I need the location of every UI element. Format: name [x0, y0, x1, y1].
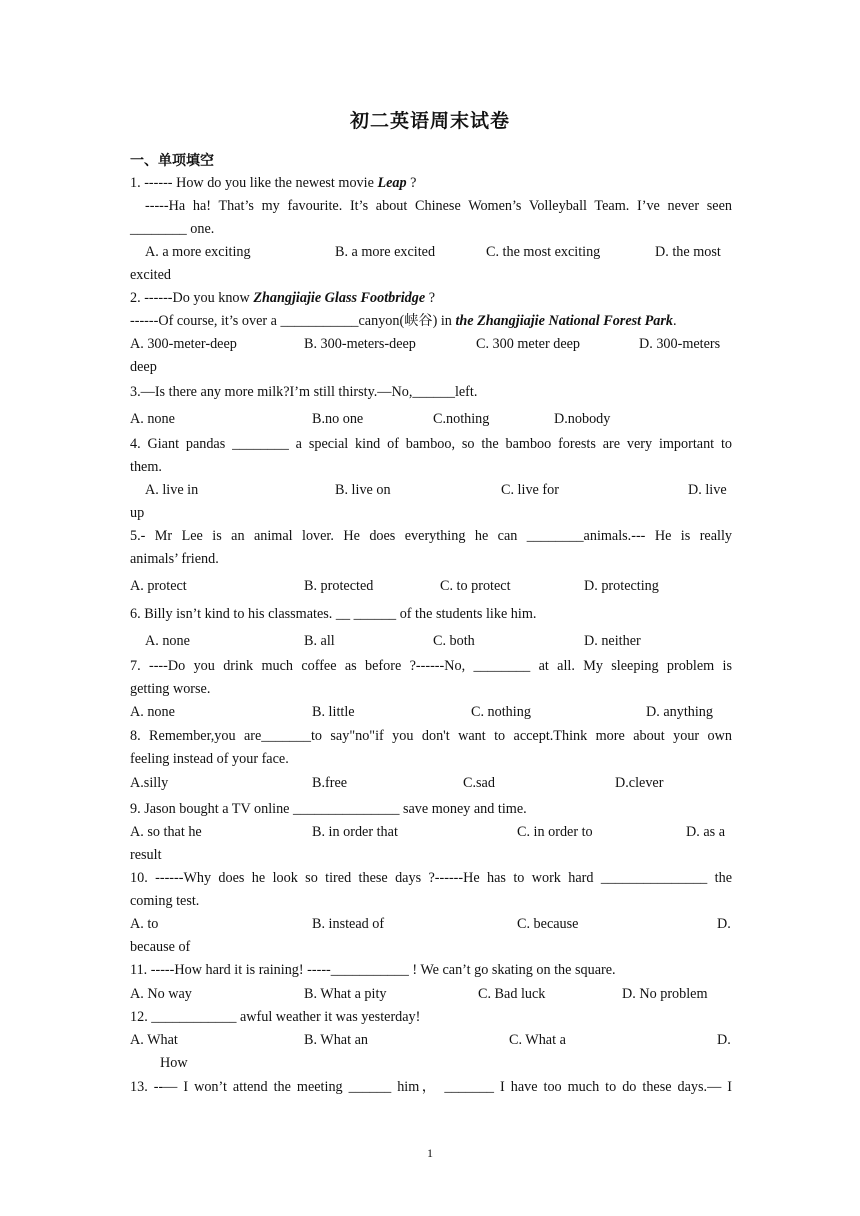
q6-option-b: B. all: [304, 633, 335, 649]
question-8-line-1: 8. Remember,you are_______to say"no"if you don't want to accept.Think more about your own: [130, 728, 732, 744]
question-7-line-2: getting worse.: [130, 681, 211, 697]
q12-option-b: B. What an: [304, 1032, 368, 1048]
question-2-line-1: 2. ------Do you know Zhangjiajie Glass Footbridge ?: [130, 290, 436, 306]
q12-option-d: D.: [717, 1032, 731, 1048]
question-9: 9. Jason bought a TV online _______________ save money and time.: [130, 801, 527, 817]
q11-option-d: D. No problem: [622, 986, 708, 1002]
q4-option-d: D. live: [688, 482, 727, 498]
q8-option-b: B.free: [312, 775, 348, 791]
q10-option-c: C. because: [517, 916, 579, 932]
q7-option-d: D. anything: [646, 704, 713, 720]
q8-option-c: C.sad: [463, 775, 495, 791]
q7-option-c: C. nothing: [471, 704, 531, 720]
question-2-line-2: ------Of course, it’s over a ___________canyon(峡谷) in the Zhangjiajie National Forest Park.: [130, 313, 677, 329]
q6-option-d: D. neither: [584, 633, 641, 649]
question-11: 11. -----How hard it is raining! -----___________ ! We can’t go skating on the square.: [130, 962, 616, 978]
q3-option-b: B.no one: [312, 411, 364, 427]
q4-option-c: C. live for: [501, 482, 559, 498]
question-1-line-3: ________ one.: [130, 221, 215, 237]
q6-option-c: C. both: [433, 633, 475, 649]
q1-option-b: B. a more excited: [335, 244, 436, 260]
page-number: 1: [427, 1146, 433, 1160]
q3-option-a: A. none: [130, 411, 175, 427]
q5-option-c: C. to protect: [440, 578, 511, 594]
q11-option-c: C. Bad luck: [478, 986, 546, 1002]
q10-option-a: A. to: [130, 916, 159, 932]
q9-option-b: B. in order that: [312, 824, 398, 840]
q7-option-b: B. little: [312, 704, 355, 720]
q9-option-c: C. in order to: [517, 824, 593, 840]
section-heading: 一、单项填空: [130, 153, 214, 169]
q5-option-b: B. protected: [304, 578, 374, 594]
q11-option-b: B. What a pity: [304, 986, 387, 1002]
q1-option-wrap: excited: [130, 267, 171, 283]
q8-option-d: D.clever: [615, 775, 664, 791]
q6-option-a: A. none: [145, 633, 190, 649]
q5-option-a: A. protect: [130, 578, 187, 594]
q4-option-a: A. live in: [145, 482, 199, 498]
q4-option-wrap: up: [130, 505, 145, 521]
question-12: 12. ____________ awful weather it was yesterday!: [130, 1009, 421, 1025]
q11-option-a: A. No way: [130, 986, 192, 1002]
question-5-line-1: 5.- Mr Lee is an animal lover. He does everything he can ________animals.--- He is really: [130, 528, 732, 544]
q1-option-c: C. the most exciting: [486, 244, 601, 260]
q2-option-d: D. 300-meters: [639, 336, 721, 352]
question-13-line-1: 13. --— I won’t attend the meeting ______ him， _______ I have too much to do these days.— I: [130, 1079, 732, 1095]
q9-option-d: D. as a: [686, 824, 726, 840]
q12-option-c: C. What a: [509, 1032, 566, 1048]
question-7-line-1: 7. ----Do you drink much coffee as before ?------No, ________ at all. My sleeping problem is: [130, 658, 732, 674]
question-1-line-2: -----Ha ha! That’s my favourite. It’s about Chinese Women’s Volleyball Team. I’ve never seen: [145, 198, 732, 214]
q7-option-a: A. none: [130, 704, 175, 720]
q2-option-wrap: deep: [130, 359, 157, 375]
question-6: 6. Billy isn’t kind to his classmates. __ ______ of the students like him.: [130, 606, 537, 622]
q8-option-a: A.silly: [130, 775, 169, 791]
q4-option-b: B. live on: [335, 482, 391, 498]
q2-option-a: A. 300-meter-deep: [130, 336, 237, 352]
q1-option-a: A. a more exciting: [145, 244, 251, 260]
q10-option-wrap: because of: [130, 939, 191, 955]
question-4-line-1: 4. Giant pandas ________ a special kind of bamboo, so the bamboo forests are very important to: [130, 436, 732, 452]
q1-option-d: D. the most: [655, 244, 721, 260]
q10-option-d: D.: [717, 916, 731, 932]
question-3: 3.—Is there any more milk?I’m still thirsty.—No,______left.: [130, 384, 478, 400]
question-1-line-1: 1. ------ How do you like the newest movie Leap ?: [130, 175, 417, 191]
q9-option-wrap: result: [130, 847, 162, 863]
page-title: 初二英语周末试卷: [349, 110, 510, 132]
q12-option-wrap: How: [160, 1055, 188, 1071]
q3-option-d: D.nobody: [554, 411, 611, 427]
question-5-line-2: animals’ friend.: [130, 551, 219, 567]
q3-option-c: C.nothing: [433, 411, 490, 427]
q5-option-d: D. protecting: [584, 578, 659, 594]
q2-option-c: C. 300 meter deep: [476, 336, 581, 352]
question-8-line-2: feeling instead of your face.: [130, 751, 289, 767]
q9-option-a: A. so that he: [130, 824, 202, 840]
question-10-line-1: 10. ------Why does he look so tired these days ?------He has to work hard _______________ the: [130, 870, 732, 886]
question-4-line-2: them.: [130, 459, 162, 475]
q10-option-b: B. instead of: [312, 916, 385, 932]
q2-option-b: B. 300-meters-deep: [304, 336, 416, 352]
q12-option-a: A. What: [130, 1032, 178, 1048]
question-10-line-2: coming test.: [130, 893, 200, 909]
